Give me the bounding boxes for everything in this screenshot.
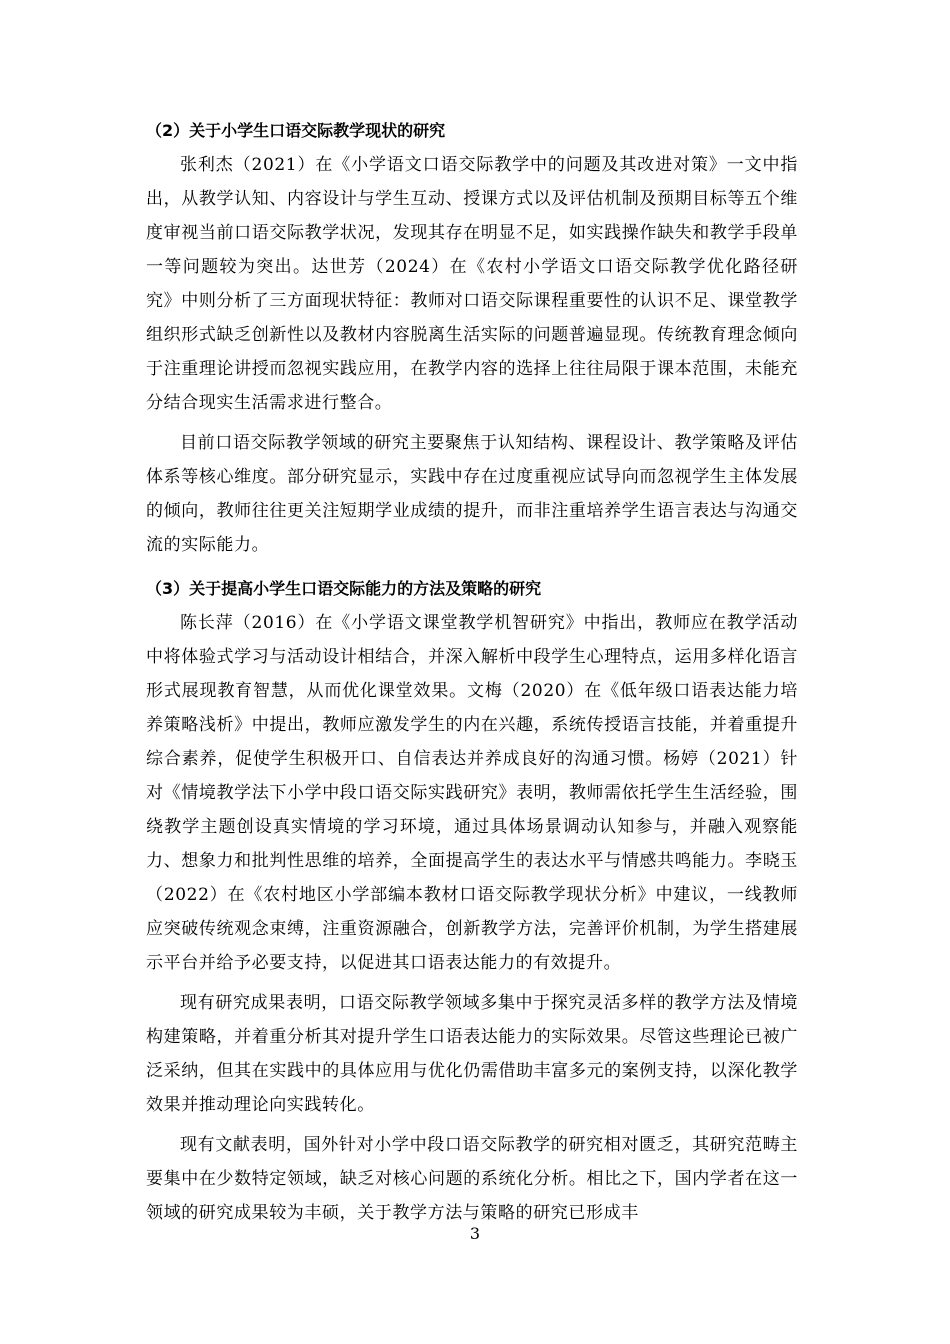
body-paragraph: 现有文献表明，国外针对小学中段口语交际教学的研究相对匮乏，其研究范畴主要集中在少数特定领域，缺乏对核心问题的系统化分析。相比之下，国内学者在这一领域的研究成果较为丰硕，关于教学方法与策略的研究已形成丰: [146, 1135, 798, 1223]
page-body: [146, 114, 798, 1230]
body-paragraph: 张利杰（2021）在《小学语文口语交际教学中的问题及其改进对策》一文中指出，从教学认知、内容设计与学生互动、授课方式以及评估机制及预期目标等五个维度审视当前口语交际教学状况，发现其存在明显不足，如实践操作缺失和教学手段单一等问题较为突出。达世芳（2024）在《农村小学语文口语交际教学优化路径研究》中则分析了三方面现状特征：教师对口语交际课程重要性的认识不足、课堂教学组织形式缺乏创新性以及教材内容脱离生活实际的问题普遍显现。传统教育理念倾向于注重理论讲授而忽视实践应用，在教学内容的选择上往往局限于课本范围，未能充分结合现实生活需求进行整合。: [146, 155, 798, 413]
body-paragraph: 目前口语交际教学领域的研究主要聚焦于认知结构、课程设计、教学策略及评估体系等核心维度。部分研究显示，实践中存在过度重视应试导向而忽视学生主体发展的倾向，教师往往更关注短期学业成绩的提升，而非注重培养学生语言表达与沟通交流的实际能力。: [146, 433, 798, 555]
section-heading-2: （2）关于小学生口语交际教学现状的研究: [146, 121, 446, 140]
body-paragraph: 现有研究成果表明，口语交际教学领域多集中于探究灵活多样的教学方法及情境构建策略，并着重分析其对提升学生口语表达能力的实际效果。尽管这些理论已被广泛采纳，但其在实践中的具体应用与优化仍需借助丰富多元的案例支持，以深化教学效果并推动理论向实践转化。: [146, 993, 798, 1115]
body-paragraph: 陈长萍（2016）在《小学语文课堂教学机智研究》中指出，教师应在教学活动中将体验式学习与活动设计相结合，并深入解析中段学生心理特点，运用多样化语言形式展现教育智慧，从而优化课堂效果。文梅（2020）在《低年级口语表达能力培养策略浅析》中提出，教师应激发学生的内在兴趣，系统传授语言技能，并着重提升综合素养，促使学生积极开口、自信表达并养成良好的沟通习惯。杨婷（2021）针对《情境教学法下小学中段口语交际实践研究》表明，教师需依托学生生活经验，围绕教学主题创设真实情境的学习环境，通过具体场景调动认知参与，并融入观察能力、想象力和批判性思维的培养，全面提高学生的表达水平与情感共鸣能力。李晓玉（2022）在《农村地区小学部编本教材口语交际教学现状分析》中建议，一线教师应突破传统观念束缚，注重资源融合，创新教学方法，完善评价机制，为学生搭建展示平台并给予必要支持，以促进其口语表达能力的有效提升。: [146, 613, 798, 973]
page-number: 3: [469, 1224, 481, 1243]
section-heading-3: （3）关于提高小学生口语交际能力的方法及策略的研究: [146, 579, 542, 598]
